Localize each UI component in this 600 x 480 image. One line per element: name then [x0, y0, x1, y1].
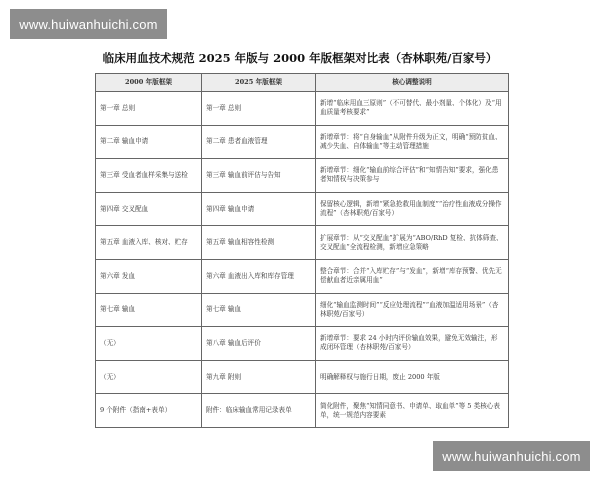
- cell-note: 保留核心逻辑，新增“紧急抢救用血制度”“治疗性血液成分操作流程”（杏林职苑/百家号）: [316, 192, 509, 226]
- cell-note: 新增章节：将“自身输血”从附件升级为正文，明确“预防贫血、减少失血、自体输血”等主动管理措施: [316, 125, 509, 159]
- cell-note: 简化附件，聚焦“知情同意书、申请单、取血单”等 5 类核心表单，统一规范内容要素: [316, 394, 509, 428]
- header-core-adjustment: 核心调整说明: [316, 74, 509, 92]
- site-url-banner-bottom: www.huiwanhuichi.com: [433, 441, 590, 471]
- table-row: [96, 360, 509, 394]
- cell-note: 整合章节：合并“入库贮存”与“发血”，新增“库存预警、优先无偿献血者近亲属用血”: [316, 259, 509, 293]
- cell-2025: 第九章 附则: [202, 360, 316, 394]
- header-2000-framework: 2000 年版框架: [96, 74, 202, 92]
- cell-2000: 9 个附件（指南+表单）: [96, 394, 202, 428]
- site-url-banner-top: www.huiwanhuichi.com: [10, 9, 167, 39]
- table-header-row: [96, 74, 509, 92]
- cell-2000: 第五章 血液入库、核对、贮存: [96, 226, 202, 260]
- cell-2025: 第二章 患者血液管理: [202, 125, 316, 159]
- table-row: [96, 226, 509, 260]
- cell-note: 新增“临床用血三原则”（不可替代、最小剂量、个体化）及“用血质量考核要求”: [316, 92, 509, 126]
- cell-2025: 第八章 输血后评价: [202, 327, 316, 361]
- cell-2000: 第二章 输血申请: [96, 125, 202, 159]
- comparison-table: [95, 73, 509, 428]
- cell-note: 新增章节：细化“输血前综合评估”和“知情告知”要求，强化患者知情权与决策参与: [316, 159, 509, 193]
- cell-note: 扩展章节：从“交叉配血”扩展为“ABO/RhD 复检、抗体筛查、交叉配血”全流程检测，新增应急策略: [316, 226, 509, 260]
- cell-2000: 第三章 受血者血样采集与送检: [96, 159, 202, 193]
- header-2025-framework: 2025 年版框架: [202, 74, 316, 92]
- cell-2025: 第三章 输血前评估与告知: [202, 159, 316, 193]
- cell-2025: 第七章 输血: [202, 293, 316, 327]
- table-row: [96, 259, 509, 293]
- cell-note: 细化“输血监测时间”“反应处理流程”“血液加温适用场景”（杏林职苑/百家号）: [316, 293, 509, 327]
- cell-2000: 第七章 输血: [96, 293, 202, 327]
- cell-2000: 第六章 发血: [96, 259, 202, 293]
- document-title: 临床用血技术规范 2025 年版与 2000 年版框架对比表（杏林职苑/百家号）: [102, 51, 498, 65]
- table-row: [96, 293, 509, 327]
- table-row: [96, 394, 509, 428]
- table-row: [96, 327, 509, 361]
- table-row: [96, 159, 509, 193]
- cell-2000: （无）: [96, 327, 202, 361]
- table-row: [96, 125, 509, 159]
- cell-2000: （无）: [96, 360, 202, 394]
- cell-2000: 第一章 总则: [96, 92, 202, 126]
- table-row: [96, 192, 509, 226]
- cell-2025: 附件：临床输血常用记录表单: [202, 394, 316, 428]
- cell-2025: 第一章 总则: [202, 92, 316, 126]
- cell-2025: 第五章 输血相容性检测: [202, 226, 316, 260]
- cell-note: 新增章节：要求 24 小时内评价输血效果，避免无效输注，形成闭环管理（杏林职苑/百家号）: [316, 327, 509, 361]
- cell-2025: 第六章 血液出入库和库存管理: [202, 259, 316, 293]
- cell-2000: 第四章 交叉配血: [96, 192, 202, 226]
- table-row: [96, 92, 509, 126]
- cell-note: 明确解释权与施行日期，废止 2000 年版: [316, 360, 509, 394]
- cell-2025: 第四章 输血申请: [202, 192, 316, 226]
